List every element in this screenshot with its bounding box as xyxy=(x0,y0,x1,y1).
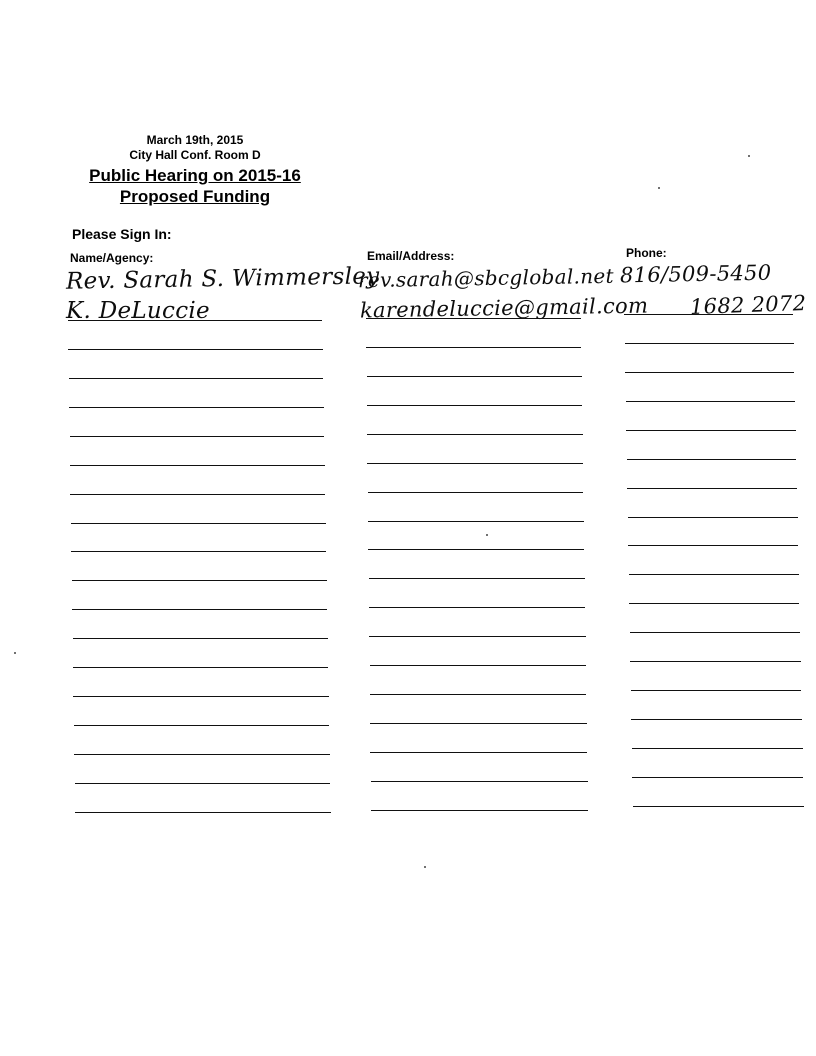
signature-line xyxy=(70,465,325,466)
signature-line xyxy=(371,810,588,811)
signature-line xyxy=(370,752,587,753)
scan-speck xyxy=(14,652,16,654)
signature-line xyxy=(69,378,323,379)
signature-line xyxy=(71,551,326,552)
column-header-name: Name/Agency: xyxy=(70,251,154,265)
signature-line xyxy=(632,748,803,749)
handwritten-phone-2: 1682 2072 xyxy=(689,290,807,320)
signature-line xyxy=(368,492,584,493)
signature-line xyxy=(73,696,329,697)
column-header-email: Email/Address: xyxy=(367,249,455,263)
signature-line xyxy=(366,347,581,348)
signature-line xyxy=(75,812,331,813)
signature-line xyxy=(75,783,331,784)
signature-line xyxy=(73,638,328,639)
signature-line xyxy=(69,407,323,408)
signature-line xyxy=(74,754,330,755)
signature-line xyxy=(371,781,588,782)
signature-line xyxy=(370,723,587,724)
signature-line xyxy=(369,636,585,637)
scan-speck xyxy=(424,866,426,868)
page-title-line1: Public Hearing on 2015-16 xyxy=(89,166,301,185)
signature-line xyxy=(68,349,322,350)
signature-line xyxy=(625,343,794,344)
signature-line xyxy=(74,725,330,726)
signature-line xyxy=(73,667,328,668)
signature-line xyxy=(630,661,800,662)
sign-in-prompt: Please Sign In: xyxy=(72,226,172,242)
signature-line xyxy=(628,517,798,518)
signature-line xyxy=(370,694,587,695)
signature-line xyxy=(368,521,584,522)
signature-line xyxy=(626,401,795,402)
signature-line xyxy=(626,430,795,431)
signature-line xyxy=(628,545,798,546)
signature-line xyxy=(631,719,802,720)
signature-line xyxy=(631,690,802,691)
signature-line xyxy=(72,580,327,581)
signature-line xyxy=(70,494,325,495)
meeting-location: City Hall Conf. Room D xyxy=(129,148,261,162)
handwritten-name-2: K. DeLuccie xyxy=(66,298,210,324)
signature-line xyxy=(368,549,584,550)
signature-line xyxy=(629,574,799,575)
signature-line xyxy=(367,376,582,377)
signature-line xyxy=(367,463,583,464)
signature-line xyxy=(629,603,799,604)
signature-line xyxy=(630,632,800,633)
scan-speck xyxy=(748,155,750,157)
page-title-line2: Proposed Funding xyxy=(119,187,271,206)
signature-line xyxy=(625,372,794,373)
signature-line xyxy=(370,665,586,666)
handwritten-name-1: Rev. Sarah S. Wimmersley xyxy=(65,263,380,295)
handwritten-phone-1: 816/509-5450 xyxy=(619,260,772,288)
handwritten-email-2: karendeluccie@gmail.com xyxy=(359,293,649,323)
meeting-date: March 19th, 2015 xyxy=(146,133,244,147)
signature-line xyxy=(369,607,585,608)
scan-speck xyxy=(658,187,660,189)
signature-line xyxy=(367,405,582,406)
scan-speck xyxy=(486,534,488,536)
signature-line xyxy=(627,488,797,489)
column-header-phone: Phone: xyxy=(626,246,667,260)
signature-line xyxy=(70,436,324,437)
signature-line xyxy=(369,578,585,579)
handwritten-email-1: rev.sarah@sbcglobal.net xyxy=(357,263,615,293)
signature-line xyxy=(627,459,797,460)
signature-line xyxy=(72,609,327,610)
signature-line xyxy=(367,434,582,435)
signature-line xyxy=(633,806,804,807)
signature-line xyxy=(632,777,803,778)
signature-line xyxy=(71,523,326,524)
